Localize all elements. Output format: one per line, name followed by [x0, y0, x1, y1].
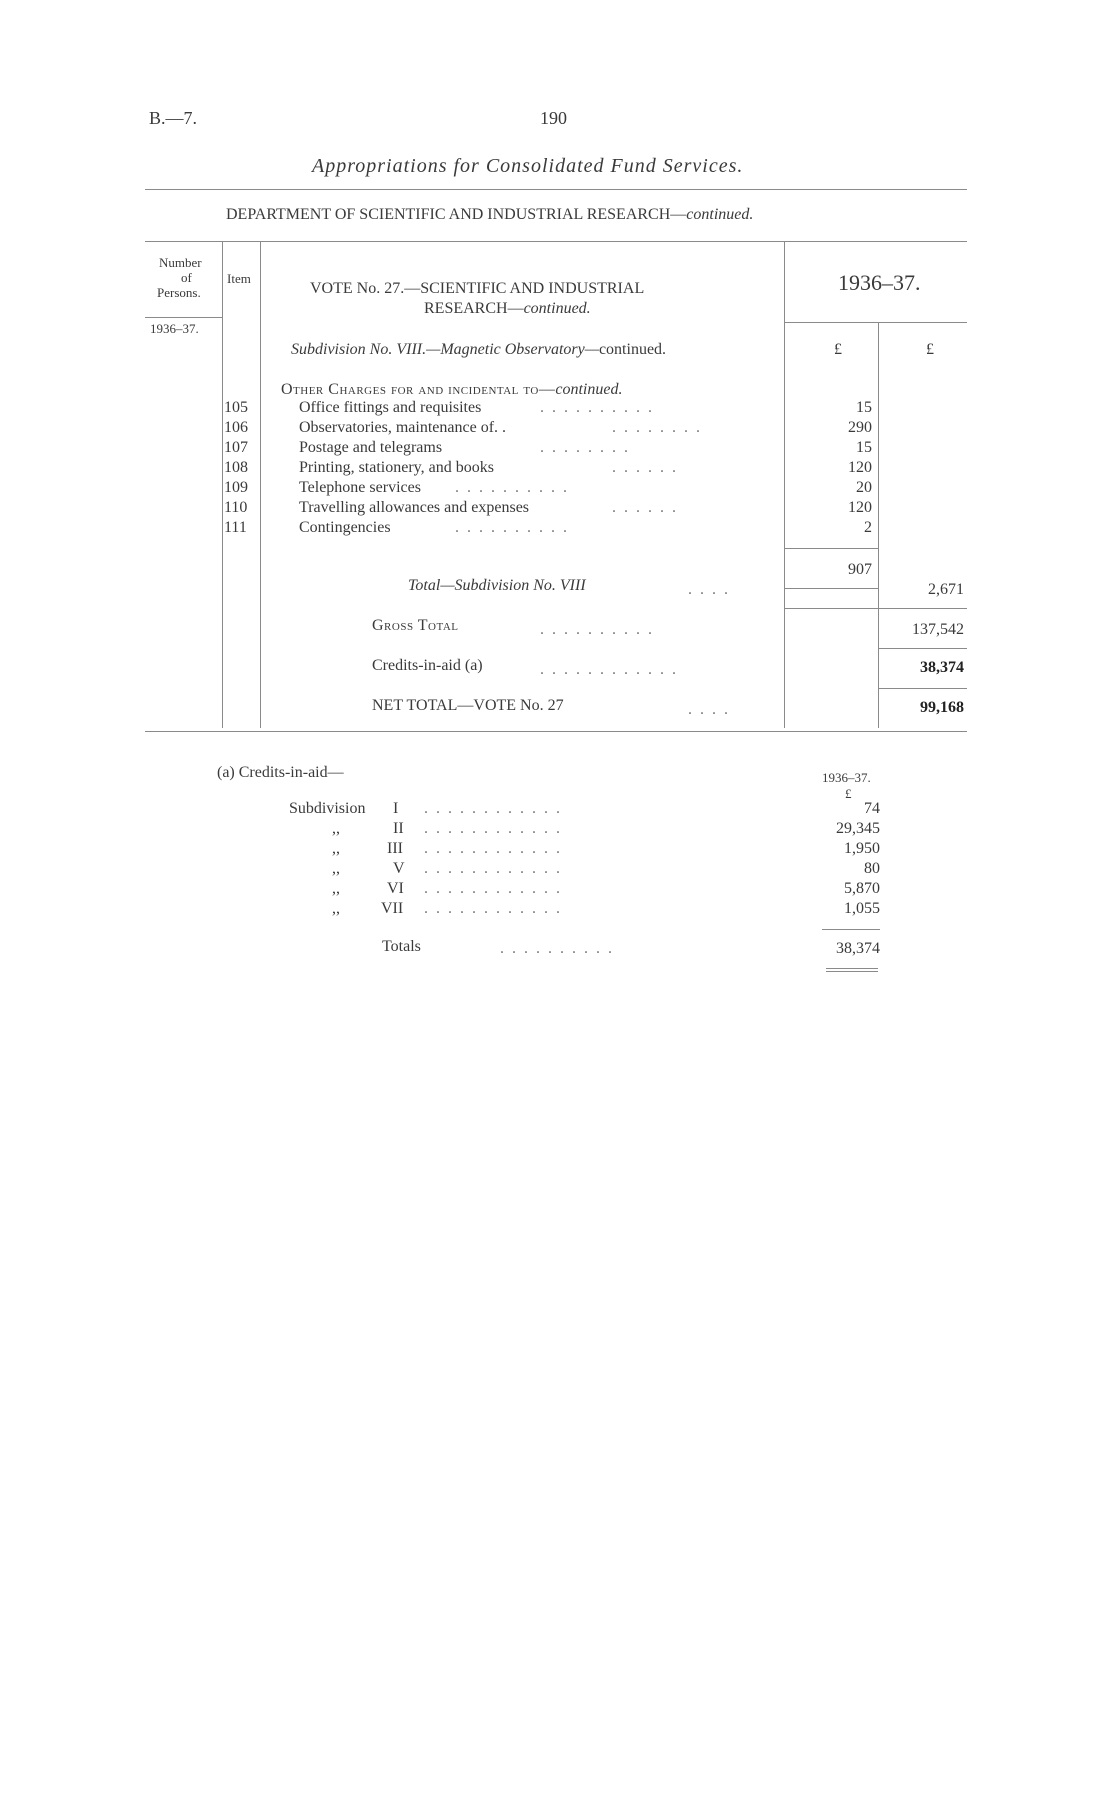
- dot-leader: . . . . . . . . . .: [540, 621, 654, 638]
- dot-leader: . . . . . . . . . . . .: [424, 860, 562, 877]
- page-number: 190: [540, 108, 567, 128]
- vote-title-line2-continued: continued.: [523, 300, 591, 317]
- net-total-label: NET TOTAL—VOTE No. 27: [372, 697, 564, 714]
- dot-leader: . . . . . . . . . . . .: [424, 840, 562, 857]
- footnote-row-value: 29,345: [836, 820, 880, 837]
- dot-leader: . . . . . . . . . .: [455, 479, 569, 496]
- other-charges-heading-continued: continued.: [555, 381, 623, 398]
- col-year-small: 1936–37.: [150, 321, 199, 336]
- credits-in-aid-value: 38,374: [920, 659, 964, 676]
- footnote-row-value: 74: [864, 800, 880, 817]
- item-amount: 20: [856, 479, 872, 496]
- footnote-title: (a) Credits-in-aid—: [217, 764, 344, 781]
- gross-rule: [878, 648, 967, 649]
- item-description: Observatories, maintenance of. .: [299, 419, 507, 436]
- dot-leader: . . . .: [688, 581, 730, 598]
- footnote-row-numeral: VI: [387, 880, 404, 897]
- dot-leader: . . . . . . . . . . . .: [424, 900, 562, 917]
- department-title-continued: continued.: [686, 206, 754, 223]
- subtotal-rule: [784, 548, 878, 549]
- item-number: 110: [224, 499, 248, 516]
- col-number-line2: of: [181, 270, 192, 285]
- footnote-row-value: 80: [864, 860, 880, 877]
- dot-leader: . . . . . . . .: [612, 419, 702, 436]
- dot-leader: . . . . . . . . . .: [540, 399, 654, 416]
- item-description: Travelling allowances and expenses: [299, 499, 530, 516]
- dot-leader: . . . . . . . . . .: [455, 519, 569, 536]
- footnote-row-numeral: II: [393, 820, 404, 837]
- total-subdivision-value: 2,671: [928, 581, 964, 598]
- subtotal-amount: 907: [848, 561, 872, 578]
- item-description: Telephone services: [299, 479, 421, 496]
- footnote-row-prefix: ,,: [332, 880, 340, 897]
- footnote-double-rule-top: [826, 968, 878, 969]
- currency-left: £: [834, 341, 842, 358]
- gross-total-value: 137,542: [912, 621, 964, 638]
- footnote-row-prefix: ,,: [332, 840, 340, 857]
- item-description: Printing, stationery, and books: [299, 459, 494, 476]
- table-bottom-rule: [145, 731, 967, 732]
- col-number-line3: Persons.: [157, 285, 201, 300]
- dot-leader: . . . . . . . . . . . .: [424, 820, 562, 837]
- footnote-double-rule-bottom: [826, 971, 878, 972]
- footnote-row-value: 1,055: [844, 900, 880, 917]
- item-description: Office fittings and requisites: [299, 399, 482, 416]
- item-description: Postage and telegrams: [299, 439, 443, 456]
- footnote-row-prefix: ,,: [332, 860, 340, 877]
- item-number: 106: [224, 419, 248, 436]
- dot-leader: . . . . . . . . . . . .: [424, 880, 562, 897]
- footnote-currency: £: [845, 786, 852, 801]
- vote-title-line2: [424, 300, 591, 318]
- total-column-divider: [878, 322, 879, 728]
- dot-leader: . . . . . . . .: [540, 439, 630, 456]
- footnote-totals-label: Totals: [382, 938, 421, 955]
- footnote-row-value: 5,870: [844, 880, 880, 897]
- item-number: 109: [224, 479, 248, 496]
- dot-leader: . . . . . .: [612, 499, 678, 516]
- header-rule: [145, 189, 967, 190]
- persons-column-divider: [222, 241, 223, 728]
- footnote-row-prefix: ,,: [332, 820, 340, 837]
- gross-total-label: Gross Total: [372, 617, 459, 634]
- footnote-total-rule: [822, 929, 880, 930]
- item-amount: 120: [848, 499, 872, 516]
- dot-leader: . . . . . . . . . . . .: [540, 661, 678, 678]
- department-title: [226, 206, 753, 224]
- total-subdivision-label: Total—Subdivision No. VIII: [408, 577, 586, 594]
- year-header-rule: [784, 322, 967, 323]
- year-header: 1936–37.: [838, 270, 921, 295]
- dot-leader: . . . . . . . . . . . .: [424, 800, 562, 817]
- other-charges-heading-main: Other Charges for and incidental to—: [281, 381, 556, 398]
- amount-column-divider: [784, 241, 785, 728]
- item-description: Contingencies: [299, 519, 391, 536]
- item-amount: 15: [856, 439, 872, 456]
- table-top-rule: [145, 241, 967, 242]
- footnote-row-value: 1,950: [844, 840, 880, 857]
- item-amount: 2: [864, 519, 872, 536]
- subdivision-heading: [291, 341, 666, 359]
- footnote-row-prefix: Subdivision: [289, 800, 366, 817]
- credits-in-aid-label: Credits-in-aid (a): [372, 657, 483, 674]
- item-column-divider: [260, 241, 261, 728]
- footnote-row-numeral: VII: [381, 900, 404, 917]
- subdivision-heading-main: Subdivision No. VIII.—Magnetic Observatory—: [291, 341, 599, 358]
- item-amount: 120: [848, 459, 872, 476]
- item-amount: 15: [856, 399, 872, 416]
- net-total-value: 99,168: [920, 699, 964, 716]
- footnote-totals-value: 38,374: [836, 940, 880, 957]
- dot-leader: . . . . . . . . . .: [500, 940, 614, 957]
- running-title: Appropriations for Consolidated Fund Services.: [312, 155, 744, 177]
- subtotal-underline: [784, 588, 878, 589]
- vote-title-line2-main: RESEARCH—: [424, 300, 524, 317]
- col-item-header: Item: [227, 271, 251, 286]
- item-amount: 290: [848, 419, 872, 436]
- dot-leader: . . . .: [688, 701, 730, 718]
- footnote-row-numeral: V: [393, 860, 405, 877]
- department-title-main: DEPARTMENT OF SCIENTIFIC AND INDUSTRIAL RESEARCH—: [226, 206, 687, 223]
- credits-rule: [878, 688, 967, 689]
- col-number-line1: Number: [159, 255, 202, 270]
- item-number: 111: [224, 519, 247, 536]
- footnote-row-prefix: ,,: [332, 900, 340, 917]
- vote-title-line1: VOTE No. 27.—SCIENTIFIC AND INDUSTRIAL: [310, 280, 645, 297]
- currency-right: £: [926, 341, 934, 358]
- subdivision-heading-continued: continued.: [598, 341, 667, 358]
- footnote-row-numeral: III: [387, 840, 403, 857]
- persons-header-rule: [145, 317, 222, 318]
- dot-leader: . . . . . .: [612, 459, 678, 476]
- item-number: 105: [224, 399, 248, 416]
- footnote-row-numeral: I: [393, 800, 399, 817]
- footnote-year: 1936–37.: [822, 770, 871, 785]
- total-rule: [784, 608, 967, 609]
- other-charges-heading: [281, 381, 622, 399]
- item-number: 108: [224, 459, 248, 476]
- item-number: 107: [224, 439, 248, 456]
- page-reference: B.—7.: [149, 108, 198, 128]
